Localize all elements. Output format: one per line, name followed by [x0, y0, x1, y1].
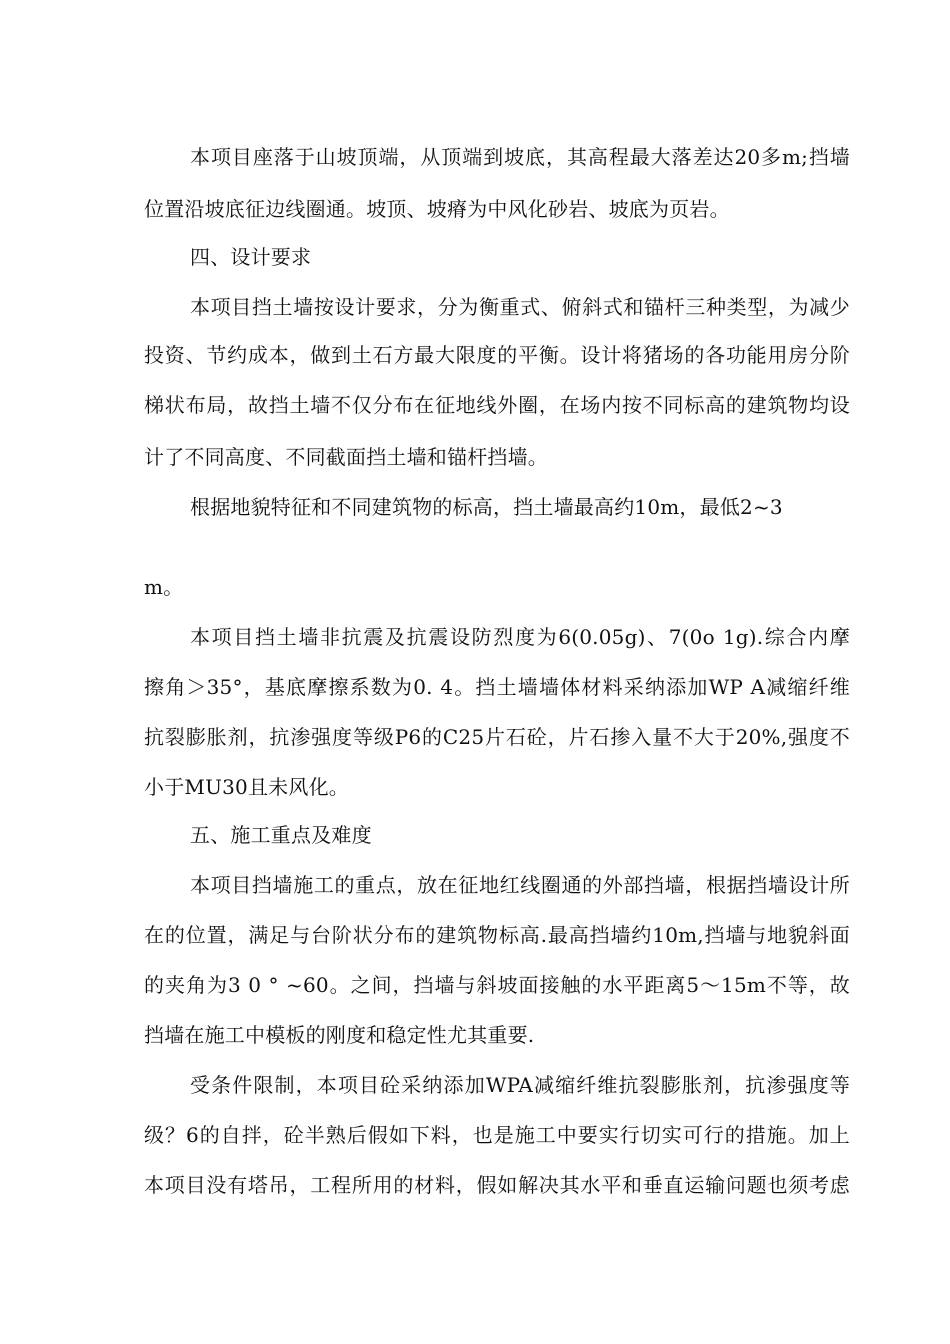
- paragraph-line: 本项目挡土墙非抗震及抗震设防烈度为6(0.05g)、7(0o 1g).综合内摩: [190, 625, 850, 649]
- paragraph-line: 在的位置，满足与台阶状分布的建筑物标高.最高挡墙约10m,挡墙与地貌斜面: [144, 923, 850, 947]
- paragraph-line: 擦角＞35°，基底摩擦系数为0. 4。挡土墙墙体材料采纳添加WP A减缩纤维: [144, 675, 850, 699]
- paragraph-line: 本项目没有塔吊，工程所用的材料，假如解决其水平和垂直运输问题也须考虑: [144, 1173, 850, 1197]
- section-heading: 四、设计要求: [190, 245, 312, 269]
- section-heading: 五、施工重点及难度: [190, 823, 372, 847]
- paragraph-line: 抗裂膨胀剂，抗渗强度等级P6的C25片石砼，片石掺入量不大于20%,强度不: [144, 725, 850, 749]
- paragraph-line: 计了不同高度、不同截面挡土墙和锚杆挡墙。: [144, 445, 548, 469]
- paragraph-line: 受条件限制，本项目砼采纳添加WPA减缩纤维抗裂膨胀剂，抗渗强度等: [190, 1073, 850, 1097]
- paragraph-line: 根据地貌特征和不同建筑物的标高，挡土墙最高约10m，最低2~3: [190, 495, 783, 519]
- paragraph-line: 级？6的自拌，砼半熟后假如下料，也是施工中要实行切实可行的措施。加上: [144, 1123, 850, 1147]
- paragraph-line: 挡墙在施工中模板的刚度和稳定性尤其重要.: [144, 1023, 535, 1047]
- paragraph-line: 小于MU30且未风化。: [144, 775, 349, 799]
- paragraph-line: m。: [144, 575, 184, 599]
- paragraph-line: 梯状布局，故挡土墙不仅分布在征地线外圈，在场内按不同标高的建筑物均设: [144, 393, 850, 417]
- paragraph-line: 的夹角为3 0 ° ~60。之间，挡墙与斜坡面接触的水平距离5～15m不等，故: [144, 973, 850, 997]
- paragraph-line: 位置沿坡底征边线圈通。坡顶、坡瘠为中风化砂岩、坡底为页岩。: [144, 197, 730, 221]
- paragraph-line: 本项目挡土墙按设计要求，分为衡重式、俯斜式和锚杆三种类型，为减少: [190, 295, 850, 319]
- paragraph-line: 本项目挡墙施工的重点，放在征地红线圈通的外部挡墙，根据挡墙设计所: [190, 873, 850, 897]
- paragraph-line: 投资、节约成本，做到土石方最大限度的平衡。设计将猪场的各功能用房分阶: [144, 343, 850, 367]
- paragraph-line: 本项目座落于山坡顶端，从顶端到坡底，其高程最大落差达20多m;挡墙: [190, 145, 850, 169]
